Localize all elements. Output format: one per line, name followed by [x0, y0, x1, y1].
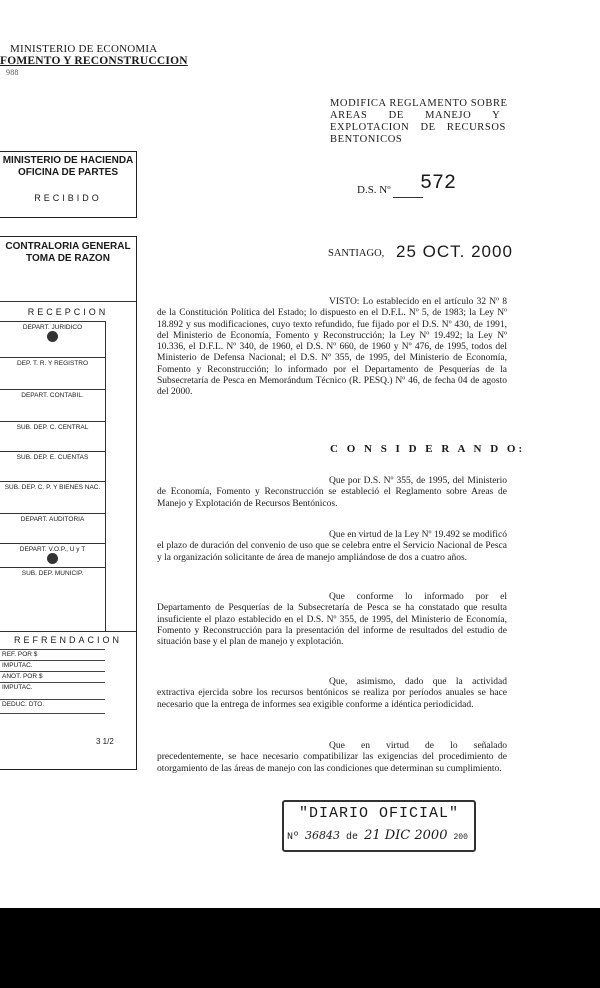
form-row: DEPART. V.O.P., U y T — [0, 543, 105, 567]
diario-year: 200 — [453, 833, 468, 842]
hacienda-status: RECIBIDO — [34, 193, 102, 203]
divider — [0, 631, 136, 632]
ministry-line1: MINISTERIO DE ECONOMIA — [10, 43, 158, 55]
form-row: SUB. DEP. C. CENTRAL — [0, 421, 105, 451]
check-stamp-icon — [47, 331, 58, 342]
title-line: AREAS DE MANEJO Y — [330, 110, 501, 121]
ref-row: IMPUTAC. — [0, 660, 105, 671]
check-stamp-icon — [47, 553, 58, 564]
considerando-paragraph: Que, asimismo, dado que la actividad extractiva ejercida sobre los recursos bentónicos se realiza por períodos anuales se hace necesario que la entrega de informes sea exigible conforme a idéntica periodicidad. — [157, 677, 507, 710]
diario-de: de — [346, 832, 359, 843]
diario-n-label: Nº — [287, 832, 300, 843]
contraloria-line2: TOMA DE RAZON — [26, 253, 110, 264]
form-row: SUB. DEP. E. CUENTAS — [0, 451, 105, 481]
decree-underline — [393, 197, 423, 198]
title-line: EXPLOTACION DE RECURSOS — [330, 122, 506, 133]
contraloria-stamp-box — [0, 236, 137, 770]
ref-row: REF. POR $ — [0, 649, 105, 660]
refrendacion-heading: REFRENDACION — [13, 635, 122, 645]
diario-oficial-stamp — [282, 800, 476, 852]
considerando-paragraph: Que por D.S. Nº 355, de 1995, del Ministerio de Economía, Fomento y Reconstrucción se estableció el Reglamento sobre Areas de Manejo y Explotación de Recursos Bentónicos. — [157, 476, 507, 509]
considerando-heading: C O N S I D E R A N D O: — [330, 443, 526, 455]
hacienda-line1: MINISTERIO DE HACIENDA — [2, 155, 134, 166]
divider — [0, 301, 136, 302]
contraloria-line1: CONTRALORIA GENERAL — [5, 241, 131, 252]
ref-row: DEDUC. DTO. — [0, 699, 105, 710]
divider — [0, 713, 105, 714]
ref-row: IMPUTAC. — [0, 682, 105, 693]
form-row: SUB. DEP. C. P. Y BIENES NAC. — [0, 481, 105, 513]
visto-paragraph: VISTO: Lo establecido en el artículo 32 Nº 8 de la Constitución Política del Estado; lo dispuesto en el D.F.L. Nº 5, de 1983; la Ley Nº 18.892 y sus modificaciones, cuyo texto refundido, fue fijado por el D.S. Nº 430, de 1991, del Ministerio de Economía, Fomento y Reconstrucción; la Ley Nº 19.492; la Ley Nº 10.336, el D.F.L. Nº 340, de 1960, el D.S. Nº 660, de 1960 y Nº 476, de 1995, todos del Ministerio de Defensa Nacional; el D.S. Nº 355, de 1995, del Ministerio de Economía, Fomento y Reconstrucción; lo informado por el Departamento de Pesquerías de la Subsecretaría de Pesca en Memorándum Técnico (R. PESQ.) Nº 46, de fecha 04 de agosto del 2000. — [157, 297, 507, 398]
hacienda-line2: OFICINA DE PARTES — [17, 167, 118, 178]
form-column-divider — [105, 321, 106, 631]
ref-row: ANOT. POR $ — [0, 671, 105, 682]
ministry-line2: FOMENTO Y RECONSTRUCCION — [0, 55, 188, 67]
considerando-paragraph: Que conforme lo informado por el Departamento de Pesquerías de la Subsecretaría de Pesca se ha constatado que resulta insuficiente el plazo establecido en el D.S. Nº 355, de 1995, del Ministerio de Economía, Fomento y Reconstrucción para la presentación del informe de resultados del estudio de situación base y el plan de manejo y explotación. — [157, 592, 507, 648]
hacienda-stamp-box — [0, 151, 137, 218]
form-row: SUB. DEP. MUNICIP. — [0, 567, 105, 631]
form-row: DEP. T. R. Y REGISTRO — [0, 357, 105, 389]
form-row: DEPART. JURIDICO — [0, 321, 105, 357]
diario-date: 21 DIC 2000 — [364, 828, 448, 843]
form-row: DEPART. AUDITORIA — [0, 513, 105, 543]
page-mark: 3 1/2 — [96, 737, 114, 746]
diario-title: "DIARIO OFICIAL" — [298, 805, 460, 822]
considerando-paragraph: Que en virtud de lo señalado precedentemente, se hace necesario compatibilizar las exigencias del procedimiento de otorgamiento de las áreas de manejo con las condiciones que determinan su cumplimiento. — [157, 741, 507, 774]
scan-border — [0, 908, 600, 988]
considerando-paragraph: Que en virtud de la Ley Nº 19.492 se modificó el plazo de duración del convenio de uso que se celebra entre el Servicio Nacional de Pesca y la organización solicitante de área de manejo ampliándose de dos a cuatro años. — [157, 530, 507, 563]
place-label: SANTIAGO, — [328, 248, 385, 259]
decree-date: 25 OCT. 2000 — [396, 242, 513, 261]
title-line: BENTONICOS — [330, 134, 403, 145]
decree-title — [330, 98, 508, 146]
decree-label: D.S. Nº — [357, 184, 391, 196]
ministry-ref: 988 — [6, 68, 19, 77]
diario-number: 36843 — [305, 829, 341, 842]
form-row: DEPART. CONTABIL. — [0, 389, 105, 421]
title-line: MODIFICA REGLAMENTO SOBRE — [330, 98, 508, 109]
decree-number: 572 — [420, 172, 457, 195]
recepcion-heading: RECEPCION — [27, 307, 109, 317]
